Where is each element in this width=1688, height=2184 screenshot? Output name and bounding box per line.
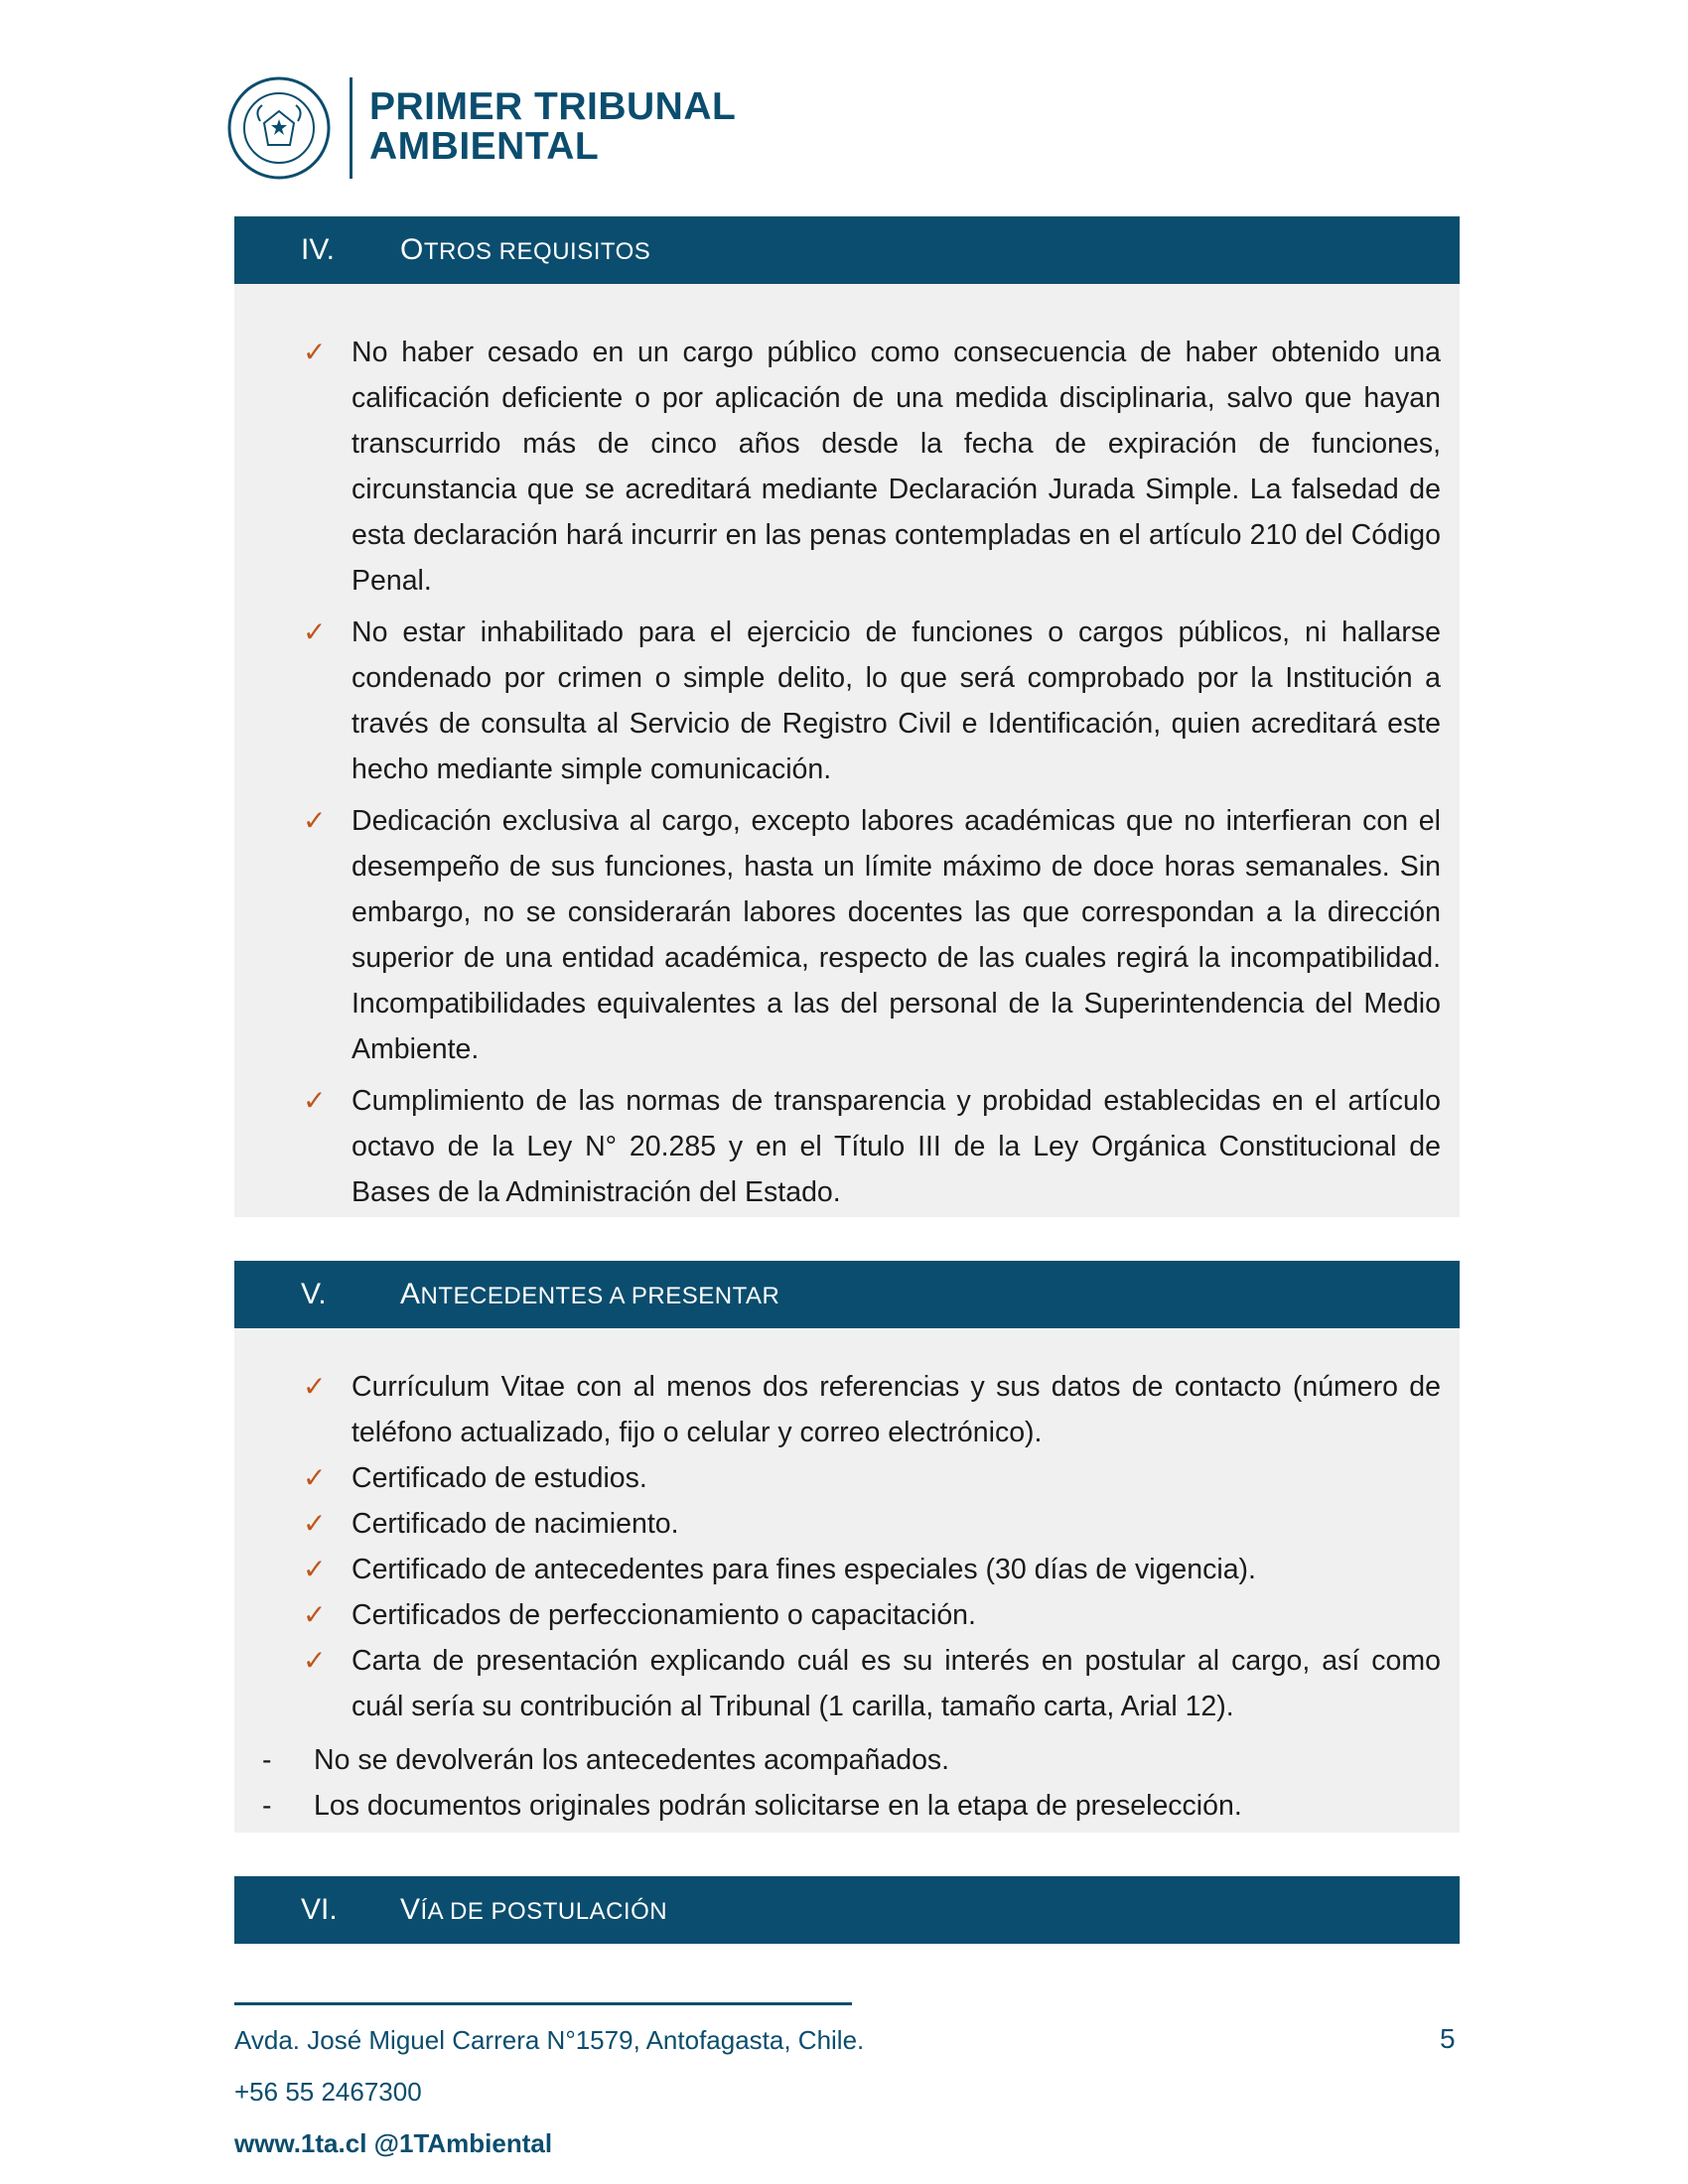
section-number: VI. (301, 1893, 338, 1926)
footer-web[interactable]: www.1ta.cl @1TAmbiental (234, 2128, 553, 2158)
brand-name: PRIMER TRIBUNAL AMBIENTAL (369, 85, 737, 168)
list-item: ✓ Currículum Vitae con al menos dos referencias y sus datos de contacto (número de teléfono actualizado, fijo o celular y correo electrónico). (352, 1364, 1441, 1455)
list-item: ✓ Certificado de estudios. (352, 1455, 1441, 1501)
checkmark-icon: ✓ (303, 616, 327, 647)
list-item: ✓ Certificado de nacimiento. (352, 1501, 1441, 1547)
header-divider (350, 77, 352, 179)
checkmark-icon: ✓ (303, 337, 327, 367)
footer-phone: +56 55 2467300 (234, 2077, 422, 2107)
documents-list (303, 1364, 1441, 1729)
section-heading-otros-requisitos (234, 216, 1460, 284)
section-heading-via-postulacion (234, 1876, 1460, 1944)
checkmark-icon: ✓ (303, 1508, 327, 1539)
section-heading-antecedentes (234, 1261, 1460, 1328)
list-item: ✓ Certificado de antecedentes para fines especiales (30 días de vigencia). (352, 1547, 1441, 1592)
checkmark-icon: ✓ (303, 1599, 327, 1630)
checkmark-icon: ✓ (303, 1085, 327, 1116)
section-body-otros-requisitos (234, 284, 1460, 1217)
section-body-antecedentes (234, 1328, 1460, 1833)
section-title: ANTECEDENTES A PRESENTAR (400, 1278, 780, 1310)
list-item: ✓ Cumplimiento de las normas de transparencia y probidad establecidas en el artículo octavo de la Ley N° 20.285 y en el Título III de la Ley Orgánica Constitucional de Bases de la Administración del Estado. (352, 1078, 1441, 1215)
notes-list (262, 1737, 1434, 1829)
checkmark-icon: ✓ (303, 1645, 327, 1676)
section-title: VÍA DE POSTULACIÓN (400, 1893, 668, 1926)
requirements-list (303, 330, 1441, 1221)
checkmark-icon: ✓ (303, 1554, 327, 1584)
list-item: ✓ Carta de presentación explicando cuál es su interés en postular al cargo, así como cuál sería su contribución al Tribunal (1 carilla, tamaño carta, Arial 12). (352, 1638, 1441, 1729)
checkmark-icon: ✓ (303, 1371, 327, 1402)
list-item: ✓ No haber cesado en un cargo público como consecuencia de haber obtenido una calificación deficiente o por aplicación de una medida disciplinaria, salvo que hayan transcurrido más de cinco años desde la fecha de expiración de funciones, circunstancia que se acreditará mediante Declaración Jurada Simple. La falsedad de esta declaración hará incurrir en las penas contempladas en el artículo 210 del Código Penal. (352, 330, 1441, 604)
list-item: ✓ No estar inhabilitado para el ejercicio de funciones o cargos públicos, ni hallarse condenado por crimen o simple delito, lo que será comprobado por la Institución a través de consulta al Servicio de Registro Civil e Identificación, quien acreditará este hecho mediante simple comunicación. (352, 610, 1441, 792)
checkmark-icon: ✓ (303, 1462, 327, 1493)
footer-divider (234, 2002, 852, 2005)
tribunal-seal-logo (226, 75, 332, 181)
section-title: OTROS REQUISITOS (400, 233, 651, 266)
checkmark-icon: ✓ (303, 805, 327, 836)
list-item: ✓ Certificados de perfeccionamiento o capacitación. (352, 1592, 1441, 1638)
page-number: 5 (1440, 2023, 1456, 2054)
list-item: ✓ Dedicación exclusiva al cargo, excepto labores académicas que no interfieran con el desempeño de sus funciones, hasta un límite máximo de doce horas semanales. Sin embargo, no se considerarán labores docentes las que correspondan a la dirección superior de una entidad académica, respecto de las cuales regirá la incompatibilidad. Incompatibilidades equivalentes a las del personal de la Superintendencia del Medio Ambiente. (352, 798, 1441, 1072)
footer-address: Avda. José Miguel Carrera N°1579, Antofagasta, Chile. (234, 2025, 865, 2055)
section-number: IV. (301, 233, 335, 266)
letterhead (226, 75, 921, 185)
note-item: - No se devolverán los antecedentes acompañados. (262, 1744, 950, 1776)
note-item: - Los documentos originales podrán solicitarse en la etapa de preselección. (262, 1790, 1242, 1822)
section-number: V. (301, 1278, 327, 1310)
